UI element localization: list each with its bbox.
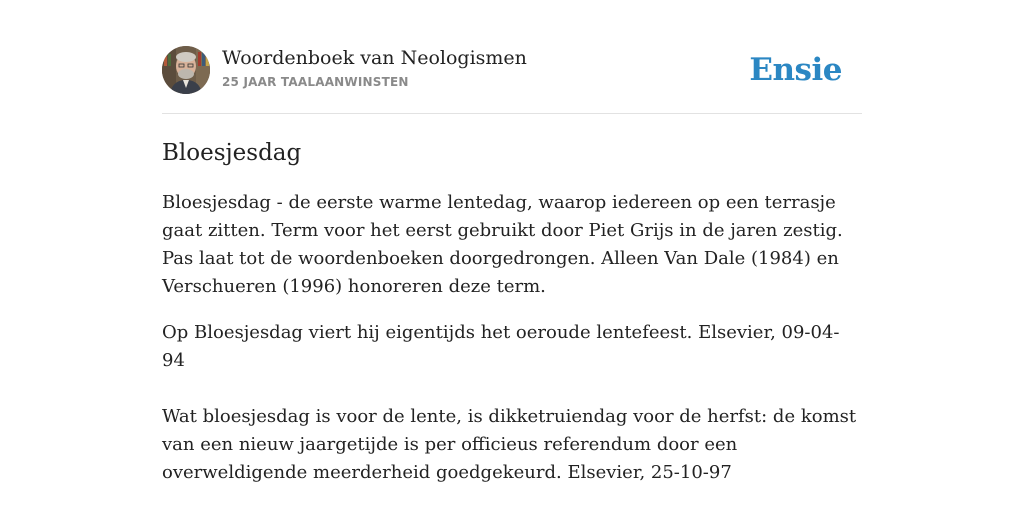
definition-text: Bloesjesdag - de eerste warme lentedag, waarop iedereen op een terrasje gaat zitten. Term voor het eerst gebruikt door Piet Grijs in de jaren zestig. Pas laat tot de woordenboeken doorgedrongen. Alleen Van Dale (1984) en Verschueren (1996) honoreren deze term. bbox=[162, 192, 843, 297]
example-quote: Op Bloesjesdag viert hij eigentijds het oeroude lentefeest. Elsevier, 09-04-94 bbox=[162, 322, 840, 371]
example-quote: Wat bloesjesdag is voor de lente, is dikketruiendag voor de herfst: de komst van een nieuw jaargetijde is per officieus referendum door een overweldigende meerderheid goedgekeurd. Elsevier, 25-10-97 bbox=[162, 406, 857, 483]
site-header bbox=[162, 46, 862, 96]
brand-logo-link[interactable]: Ensie bbox=[749, 52, 842, 88]
header-divider bbox=[162, 113, 862, 114]
author-avatar[interactable] bbox=[162, 46, 210, 94]
site-name[interactable]: Woordenboek van Neologismen bbox=[222, 47, 527, 69]
avatar-portrait-icon bbox=[162, 46, 210, 94]
page-title: Bloesjesdag bbox=[162, 140, 302, 166]
article bbox=[162, 134, 862, 487]
site-tagline: 25 JAAR TAALAANWINSTEN bbox=[222, 75, 409, 89]
